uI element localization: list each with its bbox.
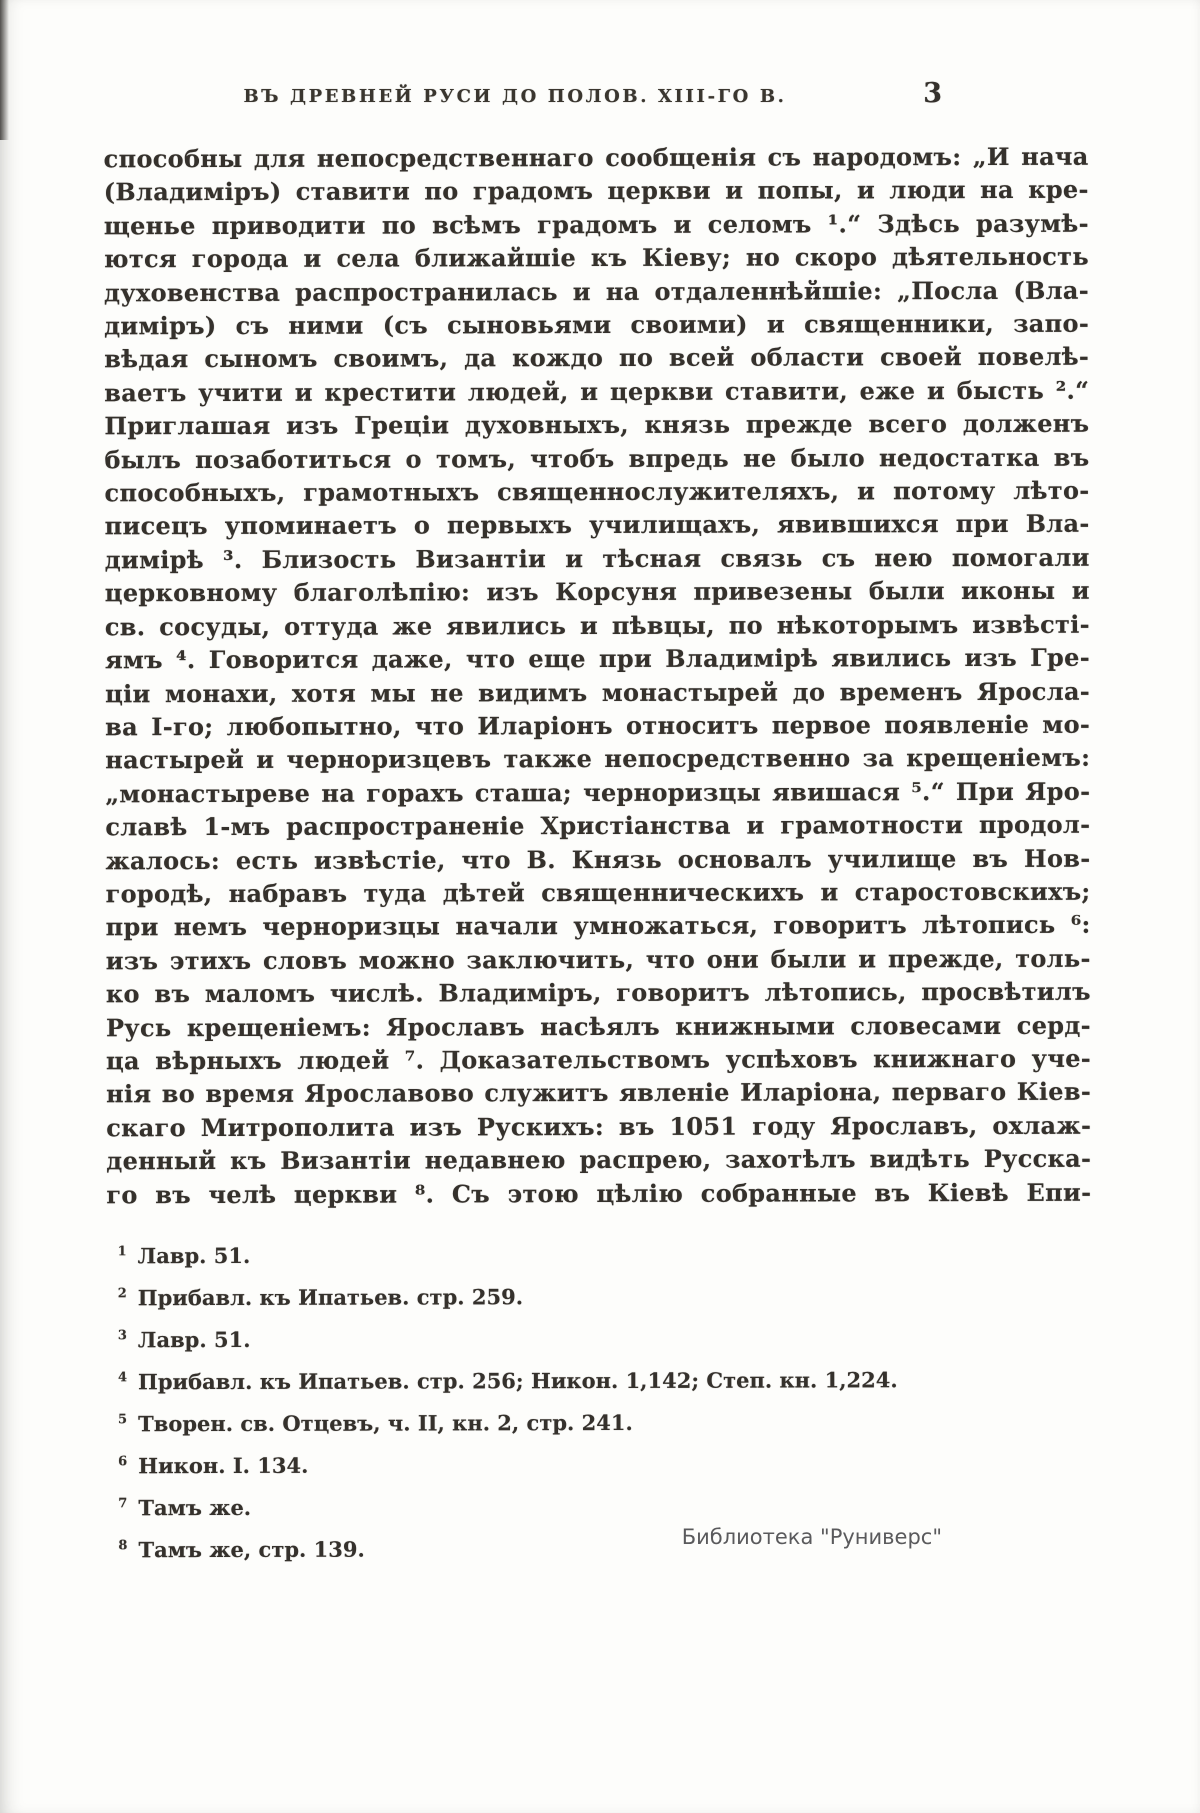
footnote-text: Никон. I. 134. bbox=[138, 1452, 309, 1479]
body-line: былъ позаботиться о томъ, чтобъ впредь не было недостатка въ bbox=[104, 442, 1090, 474]
footnote bbox=[118, 1273, 1093, 1318]
footnotes bbox=[118, 1231, 1094, 1570]
body-line: Приглашая изъ Греціи духовныхъ, князь прежде всего долженъ bbox=[104, 408, 1090, 441]
body-line: писецъ упоминаетъ о первыхъ училищахъ, явившихся при Вла- bbox=[104, 509, 1090, 541]
body-line: нія во время Ярославово служитъ явленіе Иларіона, перваго Кіев- bbox=[106, 1077, 1092, 1109]
body-line: диміръ) съ ними (съ сыновьями своими) и священники, запо- bbox=[104, 308, 1090, 341]
footnote-text: Тамъ же, стр. 139. bbox=[138, 1536, 365, 1563]
body-line: жалось: есть извѣстіе, что В. Князь основалъ училище въ Нов- bbox=[105, 843, 1091, 875]
body-line: скаго Митрополита изъ Рускихъ: въ 1051 году Ярославъ, охлаж- bbox=[106, 1110, 1092, 1143]
footnote-text: Прибавл. къ Ипатьев. стр. 256; Никон. 1,142; Степ. кн. 1,224. bbox=[137, 1367, 898, 1395]
footnote-text: Творен. св. Отцевъ, ч. II, кн. 2, стр. 241. bbox=[138, 1409, 633, 1437]
footnote-text: Лавр. 51. bbox=[137, 1242, 251, 1269]
footnote bbox=[118, 1399, 1093, 1444]
running-title: ВЪ ДРЕВНЕЙ РУСИ ДО ПОЛОВ. XIII-ГО В. bbox=[243, 86, 787, 107]
footnote-marker: 5 bbox=[118, 1412, 128, 1428]
page-number: 3 bbox=[923, 78, 942, 109]
footnote bbox=[118, 1483, 1093, 1528]
footnote-text: Тамъ же. bbox=[138, 1494, 252, 1521]
footnote-marker: 1 bbox=[117, 1244, 127, 1260]
body-line: денный къ Византіи недавнею распрею, захотѣлъ видѣть Русска- bbox=[106, 1143, 1092, 1176]
body-line: димірѣ ³. Близость Византіи и тѣсная связь съ нею помогали bbox=[104, 542, 1090, 575]
body-line: щенье приводити по всѣмъ градомъ и селомъ ¹.“ Здѣсь разумѣ- bbox=[103, 208, 1089, 241]
body-line: городѣ, набравъ туда дѣтей священническихъ и старостовскихъ; bbox=[105, 876, 1091, 909]
footnote-marker: 2 bbox=[117, 1286, 127, 1302]
body-line: способны для непосредственнаго сообщенія съ народомъ: „И нача bbox=[103, 141, 1089, 174]
footnote-text: Прибавл. къ Ипатьев. стр. 259. bbox=[137, 1284, 524, 1311]
footnote bbox=[118, 1315, 1093, 1360]
body-line: изъ этихъ словъ можно заключить, что они были и прежде, толь- bbox=[105, 943, 1091, 976]
body-line: вѣдая сыномъ своимъ, да кождо по всей области своей повелѣ- bbox=[104, 342, 1090, 374]
body-line: ются города и села ближайшіе къ Кіеву; но скоро дѣятельность bbox=[103, 241, 1089, 274]
body-line: Русь крещеніемъ: Ярославъ насѣялъ книжными словесами серд- bbox=[105, 1010, 1091, 1042]
body-line: „монастыреве на горахъ сташа; черноризцы явишася ⁵.“ При Яро- bbox=[105, 776, 1091, 809]
footnote-marker: 8 bbox=[118, 1538, 128, 1554]
footnote-marker: 7 bbox=[118, 1496, 128, 1512]
footnote bbox=[118, 1231, 1093, 1276]
footnote-text: Лавр. 51. bbox=[137, 1326, 251, 1353]
footnote bbox=[118, 1525, 1093, 1570]
body-line: ціи монахи, хотя мы не видимъ монастырей до временъ Яросла- bbox=[105, 676, 1091, 708]
body-line: способныхъ, грамотныхъ священнослужителяхъ, и потому лѣто- bbox=[104, 475, 1090, 508]
body-line: ко въ маломъ числѣ. Владиміръ, говоритъ лѣтопись, просвѣтилъ bbox=[105, 976, 1091, 1009]
body-line: го въ челѣ церкви ⁸. Съ этою цѣлію собранные въ Кіевѣ Епи- bbox=[106, 1177, 1092, 1209]
footnote-marker: 4 bbox=[117, 1370, 128, 1386]
body-line: (Владиміръ) ставити по градомъ церкви и попы, и люди на кре- bbox=[103, 175, 1089, 207]
scan-edge-artifact bbox=[0, 0, 9, 140]
footnote-marker: 3 bbox=[117, 1328, 127, 1344]
body-line: ваетъ учити и крестити людей, и церкви ставити, еже и бысть ².“ bbox=[104, 375, 1090, 408]
page-header bbox=[105, 78, 1090, 126]
body-line: св. сосуды, оттуда же явились и пѣвцы, по нѣкоторымъ извѣсті- bbox=[104, 609, 1090, 641]
library-watermark: Библиотека "Руниверс" bbox=[681, 1525, 942, 1549]
body-line: духовенства распространилась и на отдаленнѣйшіе: „Посла (Вла- bbox=[103, 275, 1090, 307]
body-line: ямъ ⁴. Говорится даже, что еще при Владимірѣ явились изъ Гре- bbox=[104, 642, 1090, 675]
body-line: настырей и черноризцевъ также непосредственно за крещеніемъ: bbox=[105, 743, 1091, 775]
body-line: при немъ черноризцы начали умножаться, говоритъ лѣтопись ⁶: bbox=[105, 910, 1091, 942]
footnote-marker: 6 bbox=[118, 1454, 128, 1470]
footnote bbox=[118, 1357, 1093, 1402]
body-text bbox=[104, 140, 1092, 1212]
body-line: ва I-го; любопытно, что Иларіонъ относитъ первое появленіе мо- bbox=[105, 709, 1091, 742]
footnote bbox=[118, 1441, 1093, 1486]
body-line: славѣ 1-мъ распространеніе Христіанства и грамотности продол- bbox=[105, 809, 1091, 842]
body-line: церковному благолѣпію: изъ Корсуня привезены были иконы и bbox=[104, 575, 1090, 608]
body-line: ца вѣрныхъ людей ⁷. Доказательствомъ успѣховъ книжнаго уче- bbox=[105, 1043, 1092, 1076]
